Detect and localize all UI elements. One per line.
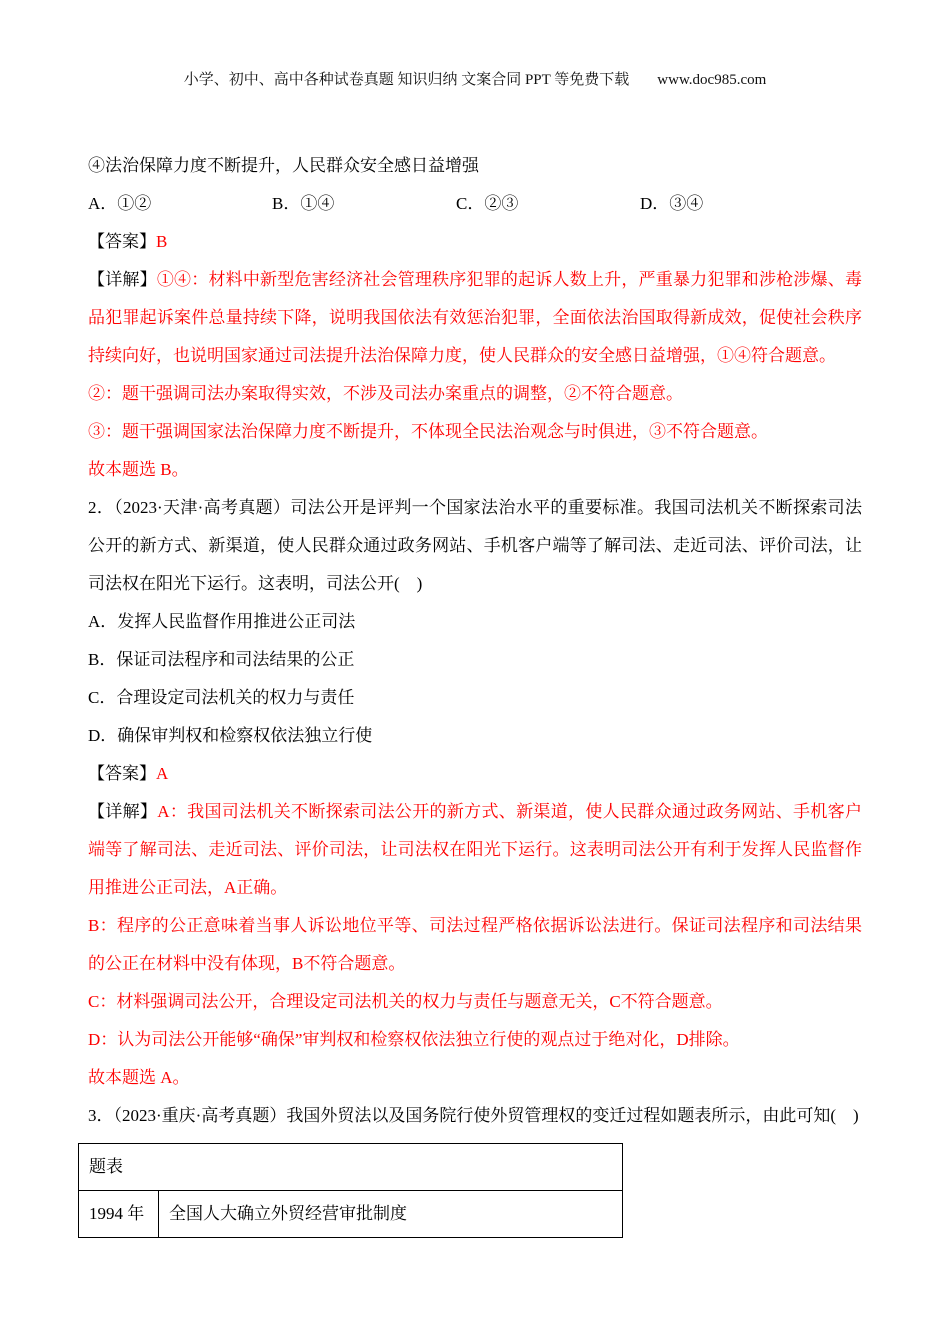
q2-conclusion: 故本题选 A。 (88, 1068, 190, 1087)
q3-table (78, 1143, 623, 1238)
q1-conclusion: 故本题选 B。 (88, 460, 189, 479)
q1-detail-point3: ③：题干强调国家法治保障力度不断提升，不体现全民法治观念与时俱进，③不符合题意。 (88, 422, 768, 441)
q2-answer-label: 【答案】 (88, 764, 156, 783)
q1-choice-c: C．②③ (456, 194, 519, 213)
q2-answer-line (88, 755, 862, 793)
q1-detail-paragraph (88, 261, 862, 375)
q1-answer-value: B (156, 232, 168, 251)
q3-stem: 3．（2023·重庆·高考真题）我国外贸法以及国务院行使外贸管理权的变迁过程如题表所示，由此可知( ) (88, 1106, 859, 1125)
page-header (0, 0, 950, 89)
q1-choice-b: B．①④ (272, 194, 335, 213)
document-body (0, 89, 950, 1238)
q3-table-caption-row (79, 1144, 623, 1191)
q1-statement-4: ④法治保障力度不断提升，人民群众安全感日益增强 (88, 156, 479, 175)
q2-option-c: C．合理设定司法机关的权力与责任 (88, 688, 355, 707)
q2-detail-label: 【详解】 (88, 802, 158, 821)
q3-table-caption-cell: 题表 (79, 1144, 623, 1191)
q2-detail-paragraph-d: D：认为司法公开能够“确保”审判权和检察权依法独立行使的观点过于绝对化，D排除。 (88, 1030, 740, 1049)
q1-choice-a: A．①② (88, 194, 152, 213)
q3-table-event-cell: 全国人大确立外贸经营审批制度 (159, 1191, 623, 1238)
q2-option-d: D．确保审判权和检察权依法独立行使 (88, 726, 373, 745)
q2-stem: 2．（2023·天津·高考真题）司法公开是评判一个国家法治水平的重要标准。我国司法机关不断探索司法公开的新方式、新渠道，使人民群众通过政务网站、手机客户端等了解司法、走近司法、评价司法，让司法权在阳光下运行。这表明，司法公开( ) (88, 498, 862, 593)
header-slogan: 小学、初中、高中各种试卷真题 知识归纳 文案合同 PPT 等免费下载 (183, 72, 630, 88)
q2-option-a: A．发挥人民监督作用推进公正司法 (88, 612, 356, 631)
q2-detail-a-text: A：我国司法机关不断探索司法公开的新方式、新渠道，使人民群众通过政务网站、手机客户端等了解司法、走近司法、评价司法，让司法权在阳光下运行。这表明司法公开有利于发挥人民监督作用推进公正司法，A正确。 (88, 802, 862, 897)
q2-detail-paragraph-a (88, 793, 862, 907)
q2-option-b: B．保证司法程序和司法结果的公正 (88, 650, 355, 669)
q1-detail-point2: ②：题干强调司法办案取得实效，不涉及司法办案重点的调整，②不符合题意。 (88, 384, 683, 403)
q2-detail-paragraph-c: C：材料强调司法公开，合理设定司法机关的权力与责任与题意无关，C不符合题意。 (88, 992, 723, 1011)
q2-answer-value: A (156, 764, 169, 783)
q3-table-year-cell: 1994 年 (79, 1191, 159, 1238)
header-url: www.doc985.com (657, 72, 767, 88)
q1-answer-line (88, 223, 862, 261)
q1-choices-row (88, 185, 862, 223)
q2-detail-paragraph-b: B：程序的公正意味着当事人诉讼地位平等、司法过程严格依据诉讼法进行。保证司法程序和司法结果的公正在材料中没有体现，B不符合题意。 (88, 916, 862, 973)
q1-answer-label: 【答案】 (88, 232, 156, 251)
q1-detail-text: ①④：材料中新型危害经济社会管理秩序犯罪的起诉人数上升，严重暴力犯罪和涉枪涉爆、毒品犯罪起诉案件总量持续下降，说明我国依法有效惩治犯罪，全面依法治国取得新成效，促使社会秩序持续向好，也说明国家通过司法提升法治保障力度，使人民群众的安全感日益增强，①④符合题意。 (88, 270, 863, 365)
q1-detail-label: 【详解】 (88, 270, 157, 289)
q3-table-row-1994 (79, 1191, 623, 1238)
q1-choice-d: D．③④ (640, 194, 704, 213)
